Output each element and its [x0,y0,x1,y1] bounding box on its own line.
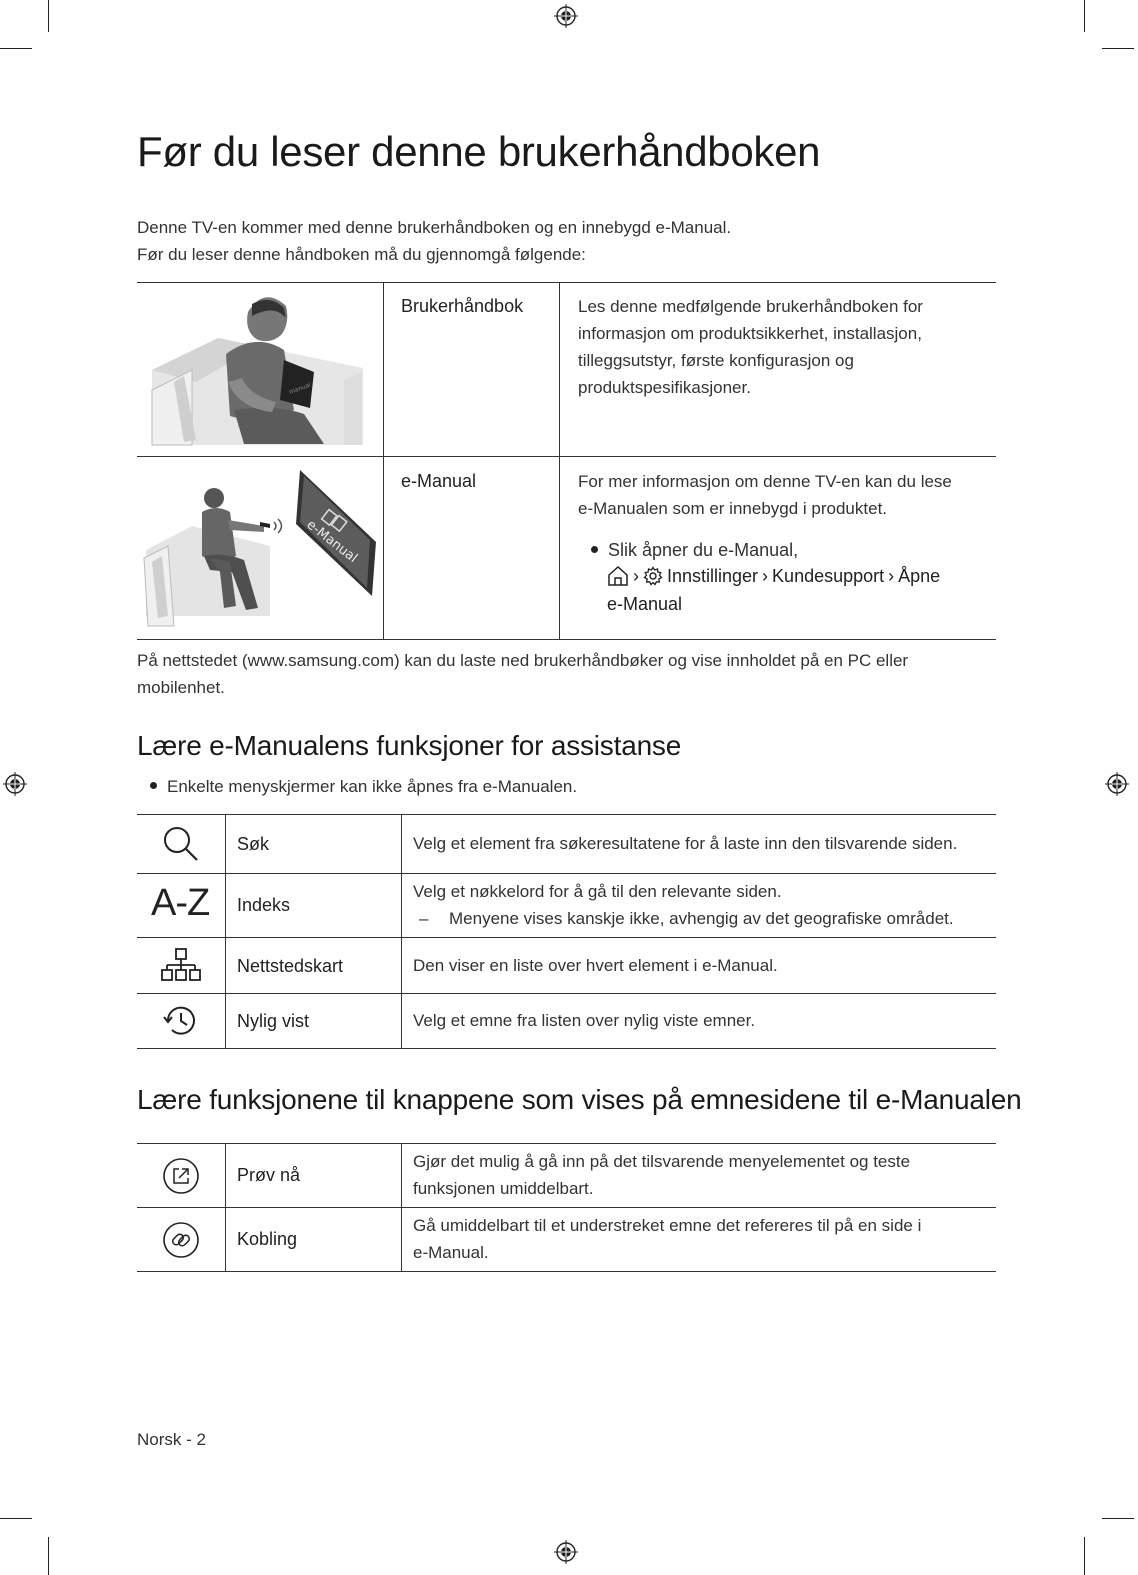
section-heading: Lære funksjonene til knappene som vises på emnesidene til e-Manualen [137,1084,1022,1115]
doc-name-brukerhandbok: Brukerhåndbok [401,296,524,316]
feature-name: Nylig vist [237,1011,310,1031]
description-line: funksjonen umiddelbart. [413,1179,594,1198]
table-rule [137,639,996,640]
description-note [413,905,954,932]
crop-mark [1102,1518,1134,1519]
feature-name: Nettstedskart [237,956,344,976]
description-line: Les denne medfølgende brukerhåndboken for [578,297,923,316]
table-rule [137,873,996,874]
table-divider [383,282,384,640]
registration-mark-icon [3,772,27,796]
table-divider [401,814,402,1048]
description-line: For mer informasjon om denne TV-en kan du lese [578,472,952,491]
home-icon [607,565,629,587]
doc-name-emanual: e-Manual [401,471,477,491]
tv-screen-label: e-Manual [303,517,361,567]
bullet-text: Enkelte menyskjermer kan ikke åpnes fra e-Manualen. [167,777,578,796]
bullet-dot [150,782,157,789]
section-bullet [150,777,577,797]
website-note [137,647,908,701]
button-name: Prøv nå [237,1165,301,1185]
bullet-text: Slik åpner du e-Manual, [608,540,799,560]
section-heading: Lære e-Manualens funksjoner for assistanse [137,730,682,761]
gear-icon [643,566,663,586]
crop-mark [1102,48,1134,49]
menu-path [607,565,940,587]
description-line: informasjon om produktsikkerhet, installasjon, [578,324,922,343]
table-divider [401,1143,402,1271]
path-item: Åpne [898,565,941,586]
table-rule [137,1048,996,1049]
description-line: e-Manualen som er innebygd i produktet. [578,499,888,518]
chevron-right-icon: › [762,565,769,586]
registration-mark-icon [554,1540,578,1564]
crop-mark [0,48,32,49]
emanual-tv-illustration [140,466,380,634]
crop-mark [1084,0,1085,32]
page-footer: Norsk - 2 [137,1430,206,1449]
table-rule [137,456,996,457]
table-rule [137,1143,996,1144]
description-line: produktspesifikasjoner. [578,378,751,397]
table-rule [137,1207,996,1208]
intro-line: Denne TV-en kommer med denne brukerhåndboken og en innebygd e-Manual. [137,218,732,237]
table-rule [137,1271,996,1272]
registration-mark-icon [1105,772,1129,796]
reading-manual-illustration [148,290,372,448]
chevron-right-icon: › [633,565,639,586]
search-icon [162,825,200,863]
crop-mark [1084,1537,1085,1575]
intro-text [137,214,731,268]
history-icon [162,1003,200,1039]
svg-text:manual: manual [288,381,312,396]
table-rule [137,282,996,283]
crop-mark [48,0,49,32]
table-divider [225,1143,226,1271]
table-rule [137,814,996,815]
dash-icon: – [419,909,429,928]
doc-description [578,293,923,401]
link-icon [162,1221,200,1259]
description-line: Velg et nøkkelord for å gå til den relevante siden. [413,882,782,901]
note-text: Menyene vises kanskje ikke, avhengig av det geografiske området. [449,909,954,928]
intro-line: Før du leser denne håndboken må du gjennomgå følgende: [137,245,586,264]
description-line: e-Manual. [413,1243,489,1262]
feature-name: Søk [237,834,270,854]
feature-description: Den viser en liste over hvert element i e-Manual. [413,956,778,975]
feature-description: Velg et emne fra listen over nylig viste emner. [413,1011,756,1030]
crop-mark [0,1518,32,1519]
chevron-right-icon: › [888,565,895,586]
description-line: Gå umiddelbart til et understreket emne det refereres til på en side i [413,1216,922,1235]
path-item: Kundesupport [772,565,885,586]
table-divider [559,282,560,640]
description-line: Gjør det mulig å gå inn på det tilsvarende menyelementet og teste [413,1152,911,1171]
table-rule [137,937,996,938]
table-rule [137,993,996,994]
bullet-dot [591,546,598,553]
page-title: Før du leser denne brukerhåndboken [137,128,821,175]
button-description [413,1212,921,1266]
feature-description: Velg et element fra søkeresultatene for å laste inn den tilsvarende siden. [413,834,958,853]
feature-name: Indeks [237,895,291,915]
table-divider [225,814,226,1048]
doc-description [578,468,952,522]
button-name: Kobling [237,1229,298,1249]
path-item: e-Manual [607,594,683,614]
note-line: På nettstedet (www.samsung.com) kan du laste ned brukerhåndbøker og vise innholdet på en PC eller [137,651,909,670]
button-description [413,1148,910,1202]
emanual-bullet [591,540,798,561]
note-line: mobilenhet. [137,678,225,697]
feature-description [413,878,954,932]
path-item: Innstillinger [667,565,759,586]
crop-mark [48,1537,49,1575]
index-az-icon: A-Z [151,882,210,924]
description-line: tilleggsutstyr, første konfigurasjon og [578,351,854,370]
sitemap-icon [160,947,202,983]
registration-mark-icon [554,4,578,28]
try-now-icon [162,1157,200,1195]
